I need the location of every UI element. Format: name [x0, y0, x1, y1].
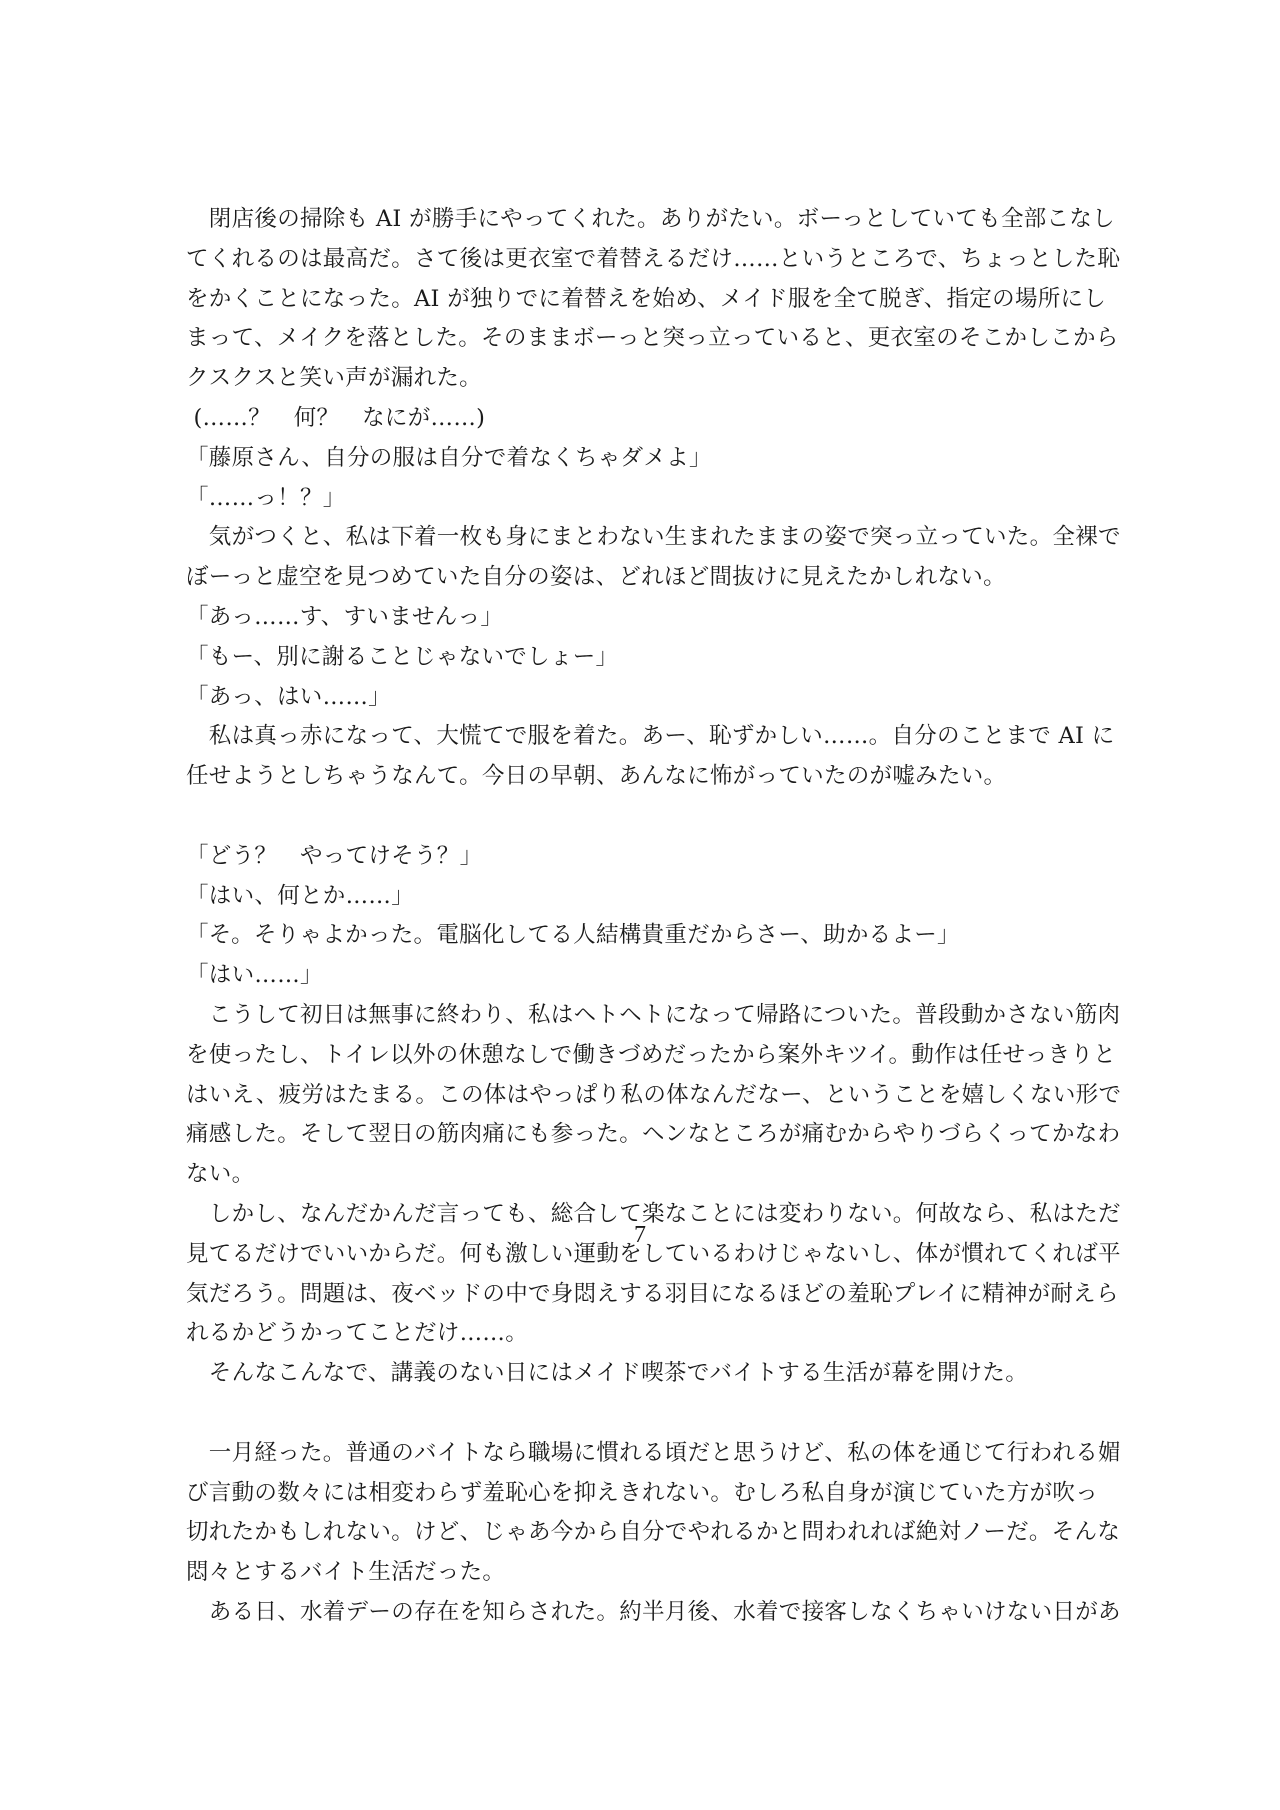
text-line: こうして初日は無事に終わり、私はヘトヘトになって帰路についた。普段動かさない筋肉 — [186, 1001, 1121, 1028]
text-line: 「はい……」 — [186, 962, 323, 989]
text-line: はいえ、疲労はたまる。この体はやっぱり私の体なんだなー、ということを嬉しくない形で — [186, 1081, 1122, 1108]
text-line: 私は真っ赤になって、大慌てで服を着た。あー、恥ずかしい……。自分のことまで AI に — [186, 723, 1115, 750]
text-line: 気だろう。問題は、夜ベッドの中で身悶えする羽目になるほどの羞恥プレイに精神が耐えら — [186, 1280, 1119, 1307]
text-line: び言動の数々には相変わらず羞恥心を抑えきれない。むしろ私自身が演じていた方が吹っ — [186, 1479, 1099, 1506]
text-line: 悶々とするバイト生活だった。 — [186, 1559, 506, 1586]
text-line: 任せようとしちゃうなんて。今日の早朝、あんなに怖がっていたのが嘘みたい。 — [186, 763, 1007, 790]
text-line: 「そ。そりゃよかった。電脳化してる人結構貴重だからさー、助かるよー」 — [186, 922, 960, 949]
text-line: れるかどうかってことだけ……。 — [186, 1320, 529, 1347]
text-line: 一月経った。普通のバイトなら職場に慣れる頃だと思うけど、私の体を通じて行われる媚 — [186, 1439, 1121, 1466]
text-line: を使ったし、トイレ以外の休憩なしで働きづめだったから案外キツイ。動作は任せっきりと — [186, 1041, 1117, 1068]
text-line: 「どう？ やってけそう？」 — [186, 842, 483, 869]
text-line: 「あっ……す、すいませんっ」 — [186, 603, 504, 630]
text-line: まって、メイクを落とした。そのままボーっと突っ立っていると、更衣室のそこかしこから — [186, 325, 1119, 352]
text-line: ぼーっと虚空を見つめていた自分の姿は、どれほど間抜けに見えたかしれない。 — [186, 564, 1006, 591]
text-line: 気がつくと、私は下着一枚も身にまとわない生まれたままの姿で突っ立っていた。全裸で — [186, 524, 1121, 551]
blank-line — [186, 1394, 1111, 1434]
text-line: 「藤原さん、自分の服は自分で着なくちゃダメよ」 — [186, 444, 712, 471]
blank-line — [186, 797, 1111, 837]
text-line: 閉店後の掃除も AI が勝手にやってくれた。ありがたい。ボーっとしていても全部こなし — [186, 206, 1115, 232]
text-line: 「……っ！？」 — [186, 484, 346, 511]
text-line: クスクスと笑い声が漏れた。 — [186, 365, 482, 392]
text-line: ない。 — [186, 1161, 255, 1188]
text-line: てくれるのは最高だ。さて後は更衣室で着替えるだけ……というところで、ちょっとした恥 — [186, 245, 1121, 272]
text-line: 痛感した。そして翌日の筋肉痛にも参った。ヘンなところが痛むからやりづらくってかなわ — [186, 1121, 1121, 1148]
text-line: 「あっ、はい……」 — [186, 683, 391, 710]
body-text — [186, 200, 1122, 1633]
text-line: そんなこんなで、講義のない日にはメイド喫茶でバイトする生活が幕を開けた。 — [186, 1360, 1029, 1387]
text-line: 「はい、何とか……」 — [186, 882, 415, 909]
text-line: 切れたかもしれない。けど、じゃあ今から自分でやれるかと問われれば絶対ノーだ。そんな — [186, 1519, 1121, 1546]
text-line: をかくことになった。AI が独りでに着替えを始め、メイド服を全て脱ぎ、指定の場所にし — [186, 285, 1107, 312]
text-line: ある日、水着デーの存在を知らされた。約半月後、水着で接客しなくちゃいけない日があ — [186, 1598, 1121, 1625]
text-line: 見てるだけでいいからだ。何も激しい運動をしているわけじゃないし、体が慣れてくれば平 — [186, 1240, 1121, 1267]
text-line: しかし、なんだかんだ言っても、総合して楽なことには変わりない。何故なら、私はただ — [186, 1200, 1121, 1227]
page-number: 7 — [634, 1222, 646, 1248]
text-line: 「もー、別に謝ることじゃないでしょー」 — [186, 643, 619, 670]
text-line: (……？ 何？ なにが……) — [186, 404, 486, 431]
